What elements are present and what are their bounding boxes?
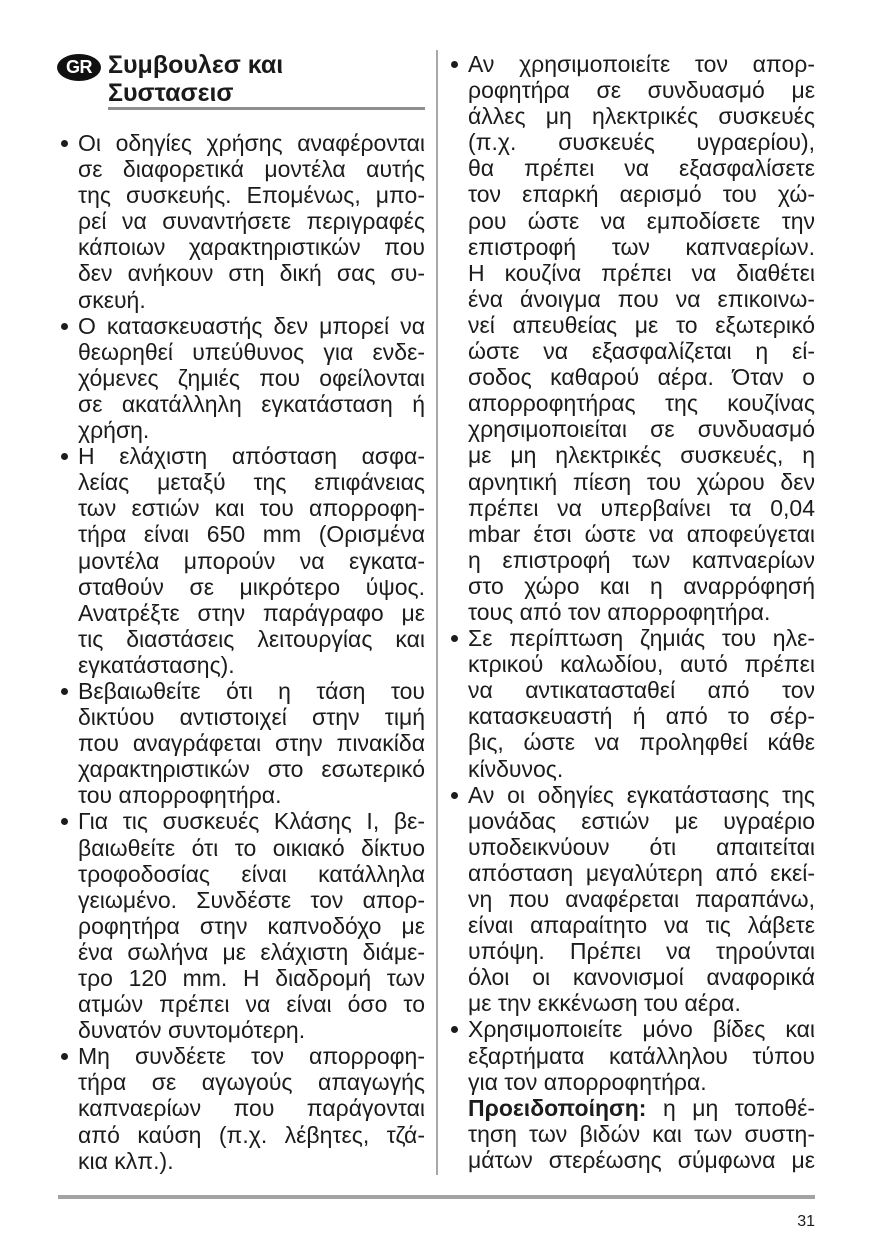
text-line: των εστιών και του απορροφη- (78, 495, 425, 522)
bullet-icon (61, 323, 68, 330)
bullet-text (78, 130, 425, 313)
bullet-text (78, 443, 425, 678)
title-underline (108, 107, 425, 110)
text-line: άλλες μη ηλεκτρικές συσκευές (468, 103, 815, 130)
text-line: της συσκευής. Επομένως, μπο- (78, 182, 425, 209)
text-line: ατμών πρέπει να είναι όσο το (78, 991, 425, 1018)
bullet-item (58, 678, 425, 808)
bullet-item (448, 625, 815, 782)
text-line: τήρα σε αγωγούς απαγωγής (78, 1069, 425, 1096)
text-line: πρέπει να υπερβαίνει τα 0,04 (468, 494, 815, 521)
text-line: Αν οι οδηγίες εγκατάστασης της (468, 781, 815, 808)
text-line (468, 1095, 815, 1121)
bullet-item (58, 313, 425, 443)
text-line: δεν ανήκουν στη δική σας συ- (78, 260, 425, 287)
bullet-icon (61, 140, 68, 147)
text-line: απόσταση μεγαλύτερη από εκεί- (468, 859, 815, 886)
text-line: κάποιων χαρακτηριστικών που (78, 234, 425, 261)
section-title-line: Συστασεισ (108, 79, 234, 107)
bullet-item (448, 1016, 815, 1094)
text-line: μοντέλα μπορούν να εγκατα- (78, 547, 425, 574)
text-line: θα πρέπει να εξασφαλίσετε (468, 155, 815, 182)
section-title-line: Συμβουλεσ και (108, 51, 284, 79)
text-line: τρο 120 mm. Η διαδρομή των (78, 965, 425, 991)
bullet-icon (451, 61, 458, 68)
text-line: ένα άνοιγμα που να επικοινω- (468, 285, 815, 312)
bullet-item (58, 130, 425, 313)
bullet-icon (61, 453, 68, 460)
warning-line-text: η μη τοποθέ- (662, 1094, 815, 1121)
text-line: Χρησιμοποιείτε μόνο βίδες και (468, 1016, 815, 1043)
left-column (58, 130, 425, 1174)
text-line: ρου ώστε να εμποδίσετε την (468, 207, 815, 234)
text-line: απορροφητήρας της κουζίνας (468, 390, 815, 417)
text-line: σκευή. (78, 286, 146, 313)
text-line: Βεβαιωθείτε ότι η τάση του (78, 677, 425, 704)
text-line: δικτύου αντιστοιχεί στην τιμή (78, 704, 425, 731)
warning-label: Προειδοποίηση: (468, 1094, 647, 1121)
text-line: τηση των βιδών και των συστη- (468, 1120, 815, 1147)
text-line: δυνατόν συντομότερη. (78, 1017, 306, 1044)
text-line: βαιωθείτε ότι το οικιακό δίκτυο (78, 834, 425, 861)
text-line: τήρα είναι 650 mm (Ορισμένα (78, 521, 425, 548)
text-line: Αν χρησιμοποιείτε τον απορ- (468, 51, 815, 77)
text-line: με μη ηλεκτρικές συσκευές, η (468, 442, 815, 469)
text-line: καπναερίων που παράγονται (78, 1095, 425, 1122)
warning-text (468, 1095, 815, 1173)
text-line: τους από τον απορροφητήρα. (468, 598, 771, 625)
warning-note (448, 1095, 815, 1173)
text-line: τον επαρκή αερισμό του χώ- (468, 181, 815, 208)
bullet-icon (451, 635, 458, 642)
text-line: νη που αναφέρεται παραπάνω, (468, 886, 815, 912)
text-line: αρνητική πίεση του χώρου δεν (468, 468, 815, 495)
text-line: εγκατάστασης). (78, 651, 235, 678)
text-line: να αντικατασταθεί από τον (468, 677, 815, 704)
text-line: κια κλπ.). (78, 1147, 174, 1174)
column-divider (436, 50, 438, 1175)
text-line: επιστροφή των καπναερίων. (468, 233, 815, 260)
bullet-text (78, 313, 425, 443)
text-line: μάτων στερέωσης σύμφωνα με (468, 1146, 815, 1173)
page-number: 31 (797, 1213, 815, 1230)
text-line: όλοι οι κανονισμοί αναφορικά (468, 964, 815, 991)
text-line: από καύση (π.χ. λέβητες, τζά- (78, 1121, 425, 1148)
text-line: Οι οδηγίες χρήσης αναφέρονται (78, 130, 425, 156)
bullet-item (448, 782, 815, 1017)
text-line: ροφητήρα σε συνδυασμό με (468, 77, 815, 104)
text-line: νεί απευθείας με το εξωτερικό (468, 311, 815, 338)
text-line: Η κουζίνα πρέπει να διαθέτει (468, 259, 815, 286)
text-line: Η ελάχιστη απόσταση ασφα- (78, 443, 425, 470)
bullet-item (58, 1043, 425, 1173)
text-line: υπόψη. Πρέπει να τηρούνται (468, 938, 815, 965)
bullet-text (468, 625, 815, 782)
bullet-icon (61, 688, 68, 695)
text-line: mbar έτσι ώστε να αποφεύγεται (468, 520, 815, 547)
text-line: Ανατρέξτε στην παράγραφο με (78, 599, 425, 626)
text-line: του απορροφητήρα. (78, 782, 282, 809)
text-line: σοδος καθαρού αέρα. Όταν ο (468, 364, 815, 391)
text-line: Ο κατασκευαστής δεν μπορεί να (78, 312, 425, 339)
bullet-text (78, 678, 425, 808)
text-line: στο χώρο και η αναρρόφησή (468, 572, 815, 599)
text-line: ρεί να συναντήσετε περιγραφές (78, 208, 425, 235)
text-line: Για τις συσκευές Κλάσης I, βε- (78, 808, 425, 835)
bullet-item (58, 808, 425, 1043)
bullet-icon (451, 1026, 458, 1033)
text-line: κτρικού καλωδίου, αυτό πρέπει (468, 651, 815, 678)
text-line: τροφοδοσίας είναι κατάλληλα (78, 860, 425, 887)
text-line: χαρακτηριστικών στο εσωτερικό (78, 756, 425, 783)
language-badge: GR (57, 54, 101, 81)
bullet-icon (61, 818, 68, 825)
text-line: χρήση. (78, 417, 150, 444)
text-line: τις διαστάσεις λειτουργίας και (78, 625, 425, 652)
text-line: με την εκκένωση του αέρα. (468, 990, 741, 1017)
text-line: Μη συνδέετε τον απορροφη- (78, 1043, 425, 1070)
text-line: ροφητήρα στην καπνοδόχο με (78, 912, 425, 939)
bullet-text (468, 782, 815, 1017)
bullet-text (78, 808, 425, 1043)
text-line: εξαρτήματα κατάλληλου τύπου (468, 1042, 815, 1069)
text-line: για τον απορροφητήρα. (468, 1068, 707, 1095)
text-line: θεωρηθεί υπεύθυνος για ενδε- (78, 338, 425, 365)
text-line: ένα σωλήνα με ελάχιστη διάμε- (78, 938, 425, 965)
text-line: μονάδας εστιών με υγραέριο (468, 807, 815, 834)
text-line: σταθούν σε μικρότερο ύψος. (78, 573, 425, 600)
footer-rule (58, 1195, 815, 1199)
right-column (448, 51, 815, 1173)
text-line: βις, ώστε να προληφθεί κάθε (468, 729, 815, 756)
text-line: σε διαφορετικά μοντέλα αυτής (78, 156, 425, 183)
section-title (108, 51, 283, 107)
bullet-icon (451, 792, 458, 799)
bullet-item (58, 443, 425, 678)
bullet-icon (61, 1053, 68, 1060)
text-line: η επιστροφή των καπναερίων (468, 546, 815, 573)
bullet-item (448, 51, 815, 625)
text-line: κίνδυνος. (468, 755, 564, 782)
text-line: Σε περίπτωση ζημιάς του ηλε- (468, 625, 815, 652)
text-line: κατασκευαστή ή από το σέρ- (468, 703, 815, 730)
text-line: που αναγράφεται στην πινακίδα (78, 730, 425, 757)
text-line: χρησιμοποιείται σε συνδυασμό (468, 416, 815, 443)
text-line: (π.χ. συσκευές υγραερίου), (468, 129, 815, 156)
text-line: λείας μεταξύ της επιφάνειας (78, 469, 425, 496)
text-line: υποδεικνύουν ότι απαιτείται (468, 833, 815, 860)
text-line: χόμενες ζημιές που οφείλονται (78, 364, 425, 391)
bullet-text (468, 51, 815, 625)
text-line: γειωμένο. Συνδέστε τον απορ- (78, 886, 425, 913)
text-line: ώστε να εξασφαλίζεται η εί- (468, 338, 815, 365)
text-line: είναι απαραίτητο να τις λάβετε (468, 912, 815, 939)
text-line: σε ακατάλληλη εγκατάσταση ή (78, 390, 425, 417)
bullet-text (468, 1016, 815, 1094)
bullet-text (78, 1043, 425, 1173)
